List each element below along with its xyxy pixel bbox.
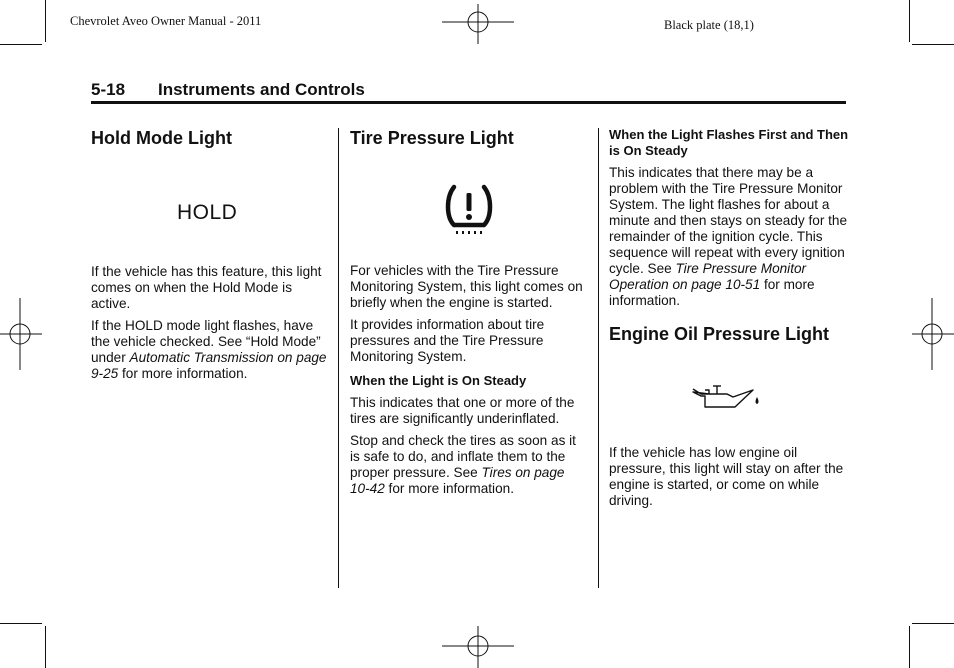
hold-symbol [91,201,329,239]
hold-mode-title: Hold Mode Light [91,128,232,148]
oil-can-icon [691,383,763,415]
oil-pressure-symbol-wrap [609,383,849,439]
tire-pressure-symbol-wrap [350,183,588,255]
tires-link[interactable]: Tires on page 10‑42 [350,465,565,496]
crop-mark [0,44,42,45]
tire-paragraph-1: For vehicles with the Tire Pressure Monitoring System, this light comes on briefly when the engine is started. [350,263,583,310]
print-header-right: Black plate (18,1) [664,18,754,32]
crop-mark [909,0,910,42]
crop-mark [912,44,954,45]
tire-monitor-paragraph: This indicates that there may be a problem with the Tire Pressure Monitor System. The light flashes for about a minute and then stays on steady for the remainder of the ignition cycle. This sequence will repeat with every ignition cycle. See Tire Pressure Monitor Operation on page 10‑51 for more information. [609,165,848,308]
crop-mark [45,0,46,42]
column-tire-pressure [350,127,588,497]
page-number: 5-18 [91,80,126,99]
oil-pressure-title: Engine Oil Pressure Light [609,324,830,344]
crop-mark [0,623,42,624]
column-divider [598,128,599,588]
column-oil-pressure [609,127,849,509]
hold-paragraph-2: If the HOLD mode light flashes, have the vehicle checked. See “Hold Mode” under Automatic Transmission on page 9‑25 for more information. [91,318,327,381]
crop-mark [45,626,46,668]
hold-symbol-text: HOLD [177,201,238,224]
tire-paragraph-3: This indicates that one or more of the tires are significantly underinflated. [350,395,575,426]
tire-subheading-flashes: When the Light Flashes First and Then is On Steady [609,127,849,158]
heading-rule [91,101,846,104]
tire-pressure-icon [442,183,496,237]
registration-mark-right [912,296,954,372]
section-heading [91,80,365,100]
print-header-left: Chevrolet Aveo Owner Manual - 2011 [70,14,262,28]
column-hold-mode [91,127,329,382]
registration-mark-left [0,296,42,372]
tire-pressure-title: Tire Pressure Light [350,128,514,148]
tire-subheading-steady: When the Light is On Steady [350,373,527,388]
hold-mode-link[interactable]: Automatic Transmission on page 9‑25 [91,350,327,381]
tire-monitor-link[interactable]: Tire Pressure Monitor Operation on page 10‑51 [609,261,807,292]
tire-paragraph-2: It provides information about tire pressures and the Tire Pressure Monitoring System. [350,317,545,364]
column-divider [338,128,339,588]
section-title: Instruments and Controls [158,80,365,99]
registration-mark-bottom [440,626,516,668]
oil-paragraph: If the vehicle has low engine oil pressure, this light will stay on after the engine is started, or come on while driving. [609,445,844,508]
registration-mark-top [440,4,516,44]
crop-mark [912,623,954,624]
hold-paragraph-1: If the vehicle has this feature, this light comes on when the Hold Mode is active. [91,264,322,311]
tire-paragraph-4: Stop and check the tires as soon as it is safe to do, and inflate them to the proper pressure. See Tires on page 10‑42 for more information. [350,433,576,496]
crop-mark [909,626,910,668]
